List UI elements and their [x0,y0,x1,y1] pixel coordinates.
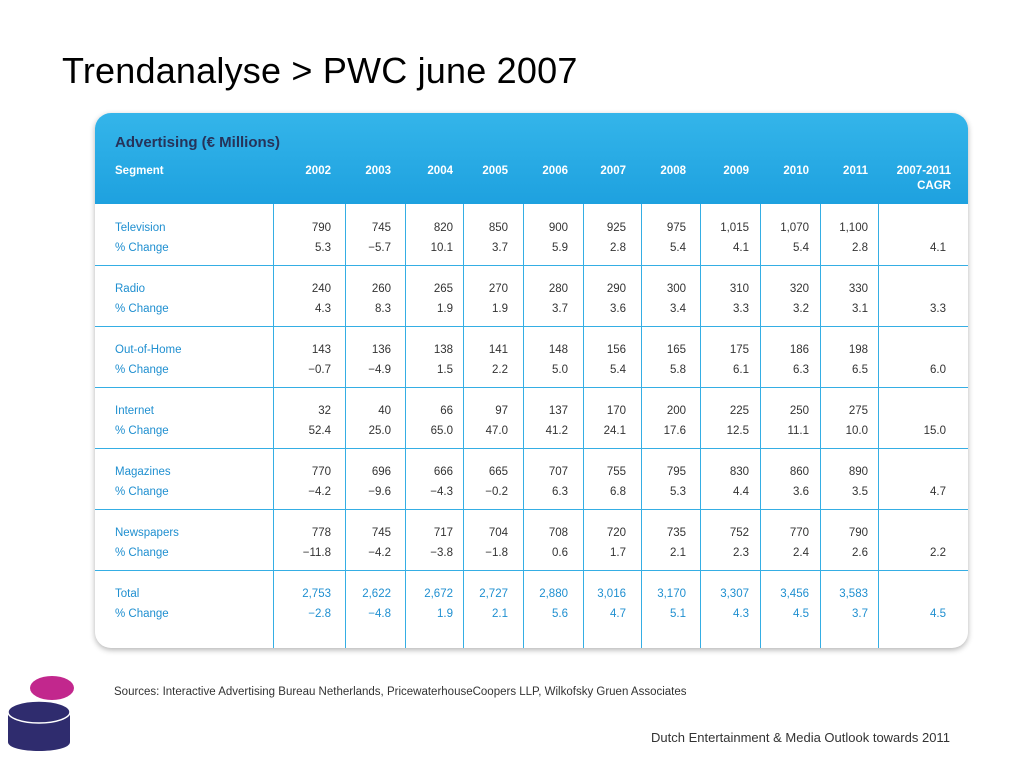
row-divider [95,509,968,510]
change-cell: 4.4 [733,486,749,498]
change-cell: 4.7 [610,608,626,620]
value-cell: 925 [606,222,626,234]
change-cell: 5.3 [670,486,686,498]
change-cell: 1.9 [437,303,453,315]
cagr-cell: 4.5 [930,608,946,620]
change-cell: 5.8 [670,364,686,376]
value-cell: 137 [548,405,568,417]
cagr-cell: 4.7 [930,486,946,498]
cagr-cell: 4.1 [930,242,946,254]
segment-label: Television [115,222,166,234]
change-cell: 4.3 [733,608,749,620]
change-cell: 5.4 [793,242,809,254]
value-cell: 310 [729,283,749,295]
value-cell: 198 [848,344,868,356]
value-cell: 270 [488,283,508,295]
change-cell: 3.7 [552,303,568,315]
value-cell: 900 [548,222,568,234]
change-cell: −4.3 [430,486,453,498]
cagr-cell: 2.2 [930,547,946,559]
change-label: % Change [115,303,169,315]
column-divider [345,204,346,648]
change-cell: 25.0 [368,425,391,437]
value-cell: 820 [433,222,453,234]
change-cell: −0.7 [308,364,331,376]
value-cell: 97 [495,405,508,417]
value-cell: 148 [548,344,568,356]
segment-label: Radio [115,283,146,295]
value-cell: 175 [729,344,749,356]
value-cell: 890 [848,466,868,478]
value-cell: 745 [371,527,391,539]
row-divider [95,326,968,327]
column-header-2003: 2003 [365,165,391,177]
cagr-cell: 3.3 [930,303,946,315]
change-cell: 41.2 [545,425,568,437]
change-cell: 2.2 [492,364,508,376]
value-cell: 860 [789,466,809,478]
value-cell: 2,672 [424,588,453,600]
change-cell: 3.6 [793,486,809,498]
value-cell: 790 [848,527,868,539]
value-cell: 717 [433,527,453,539]
value-cell: 170 [606,405,626,417]
cagr-cell: 15.0 [923,425,946,437]
change-cell: 6.8 [610,486,626,498]
value-cell: 40 [378,405,391,417]
change-cell: −5.7 [368,242,391,254]
value-cell: 290 [606,283,626,295]
value-cell: 3,307 [720,588,749,600]
slide-title: Trendanalyse > PWC june 2007 [62,50,578,91]
value-cell: 708 [548,527,568,539]
change-cell: 3.4 [670,303,686,315]
segment-label: Newspapers [115,527,179,539]
change-cell: 6.3 [552,486,568,498]
change-cell: −11.8 [302,547,331,559]
value-cell: 720 [606,527,626,539]
row-divider [95,387,968,388]
column-divider [273,204,274,648]
change-cell: 3.7 [492,242,508,254]
value-cell: 275 [848,405,868,417]
change-cell: 3.7 [852,608,868,620]
change-cell: 8.3 [375,303,391,315]
value-cell: 707 [548,466,568,478]
value-cell: 770 [789,527,809,539]
change-cell: 3.6 [610,303,626,315]
value-cell: 3,583 [839,588,868,600]
value-cell: 666 [433,466,453,478]
change-cell: 3.1 [852,303,868,315]
change-cell: 6.1 [733,364,749,376]
value-cell: 156 [606,344,626,356]
change-cell: 5.1 [670,608,686,620]
change-label: % Change [115,547,169,559]
change-cell: 6.5 [852,364,868,376]
change-label: % Change [115,364,169,376]
column-divider [641,204,642,648]
value-cell: 2,727 [479,588,508,600]
change-cell: 10.0 [845,425,868,437]
value-cell: 745 [371,222,391,234]
value-cell: 830 [729,466,749,478]
change-cell: −0.2 [485,486,508,498]
value-cell: 3,170 [657,588,686,600]
value-cell: 2,753 [302,588,331,600]
change-cell: 52.4 [308,425,331,437]
change-cell: −4.9 [368,364,391,376]
change-cell: 5.3 [315,242,331,254]
change-cell: 11.1 [787,425,809,437]
change-cell: 4.1 [733,242,749,254]
brand-logo-icon [0,670,75,760]
segment-label: Magazines [115,466,171,478]
row-divider [95,570,968,571]
value-cell: 225 [729,405,749,417]
change-cell: 0.6 [552,547,568,559]
table-title: Advertising (€ Millions) [115,134,281,151]
value-cell: 2,880 [539,588,568,600]
column-header-cagr: CAGR [917,180,951,192]
value-cell: 138 [433,344,453,356]
change-cell: 2.8 [852,242,868,254]
value-cell: 704 [488,527,508,539]
value-cell: 790 [311,222,331,234]
change-label: % Change [115,486,169,498]
segment-label: Internet [115,405,154,417]
change-cell: 47.0 [485,425,508,437]
column-divider [523,204,524,648]
logo-navy-top [8,701,70,723]
change-cell: 1.7 [610,547,626,559]
value-cell: 975 [666,222,686,234]
value-cell: 330 [848,283,868,295]
change-cell: 5.9 [552,242,568,254]
value-cell: 735 [666,527,686,539]
value-cell: 260 [371,283,391,295]
row-divider [95,265,968,266]
value-cell: 136 [371,344,391,356]
change-cell: 2.4 [793,547,809,559]
change-cell: 10.1 [430,242,453,254]
value-cell: 752 [729,527,749,539]
change-cell: 5.4 [610,364,626,376]
value-cell: 200 [666,405,686,417]
value-cell: 778 [311,527,331,539]
value-cell: 250 [789,405,809,417]
source-note: Sources: Interactive Advertising Bureau Netherlands, PricewaterhouseCoopers LLP, Wilkofsky Gruen Associates [114,686,687,698]
value-cell: 850 [488,222,508,234]
column-divider [583,204,584,648]
column-header-2004: 2004 [427,165,453,177]
change-cell: 2.1 [492,608,508,620]
change-cell: −1.8 [485,547,508,559]
change-cell: 2.1 [670,547,686,559]
column-header-2011: 2011 [843,165,868,177]
value-cell: 186 [789,344,809,356]
value-cell: 3,016 [597,588,626,600]
column-header-cagr-period: 2007-2011 [896,165,951,177]
column-header-2007: 2007 [600,165,626,177]
change-cell: −4.2 [308,486,331,498]
column-divider [700,204,701,648]
value-cell: 320 [789,283,809,295]
value-cell: 3,456 [780,588,809,600]
value-cell: 265 [433,283,453,295]
change-cell: 1.9 [437,608,453,620]
change-cell: 5.4 [670,242,686,254]
change-label: % Change [115,425,169,437]
change-cell: 1.5 [437,364,453,376]
segment-label: Out-of-Home [115,344,182,356]
cagr-cell: 6.0 [930,364,946,376]
change-cell: 2.3 [733,547,749,559]
change-cell: 24.1 [603,425,626,437]
value-cell: 165 [666,344,686,356]
row-divider [95,448,968,449]
column-header-2002: 2002 [305,165,331,177]
change-cell: 1.9 [492,303,508,315]
value-cell: 143 [311,344,331,356]
footer-caption: Dutch Entertainment & Media Outlook towards 2011 [651,730,950,745]
value-cell: 696 [371,466,391,478]
column-divider [760,204,761,648]
change-cell: 5.6 [552,608,568,620]
value-cell: 755 [606,466,626,478]
segment-label: Total [115,588,140,600]
value-cell: 770 [311,466,331,478]
value-cell: 795 [666,466,686,478]
column-divider [405,204,406,648]
value-cell: 2,622 [362,588,391,600]
value-cell: 1,100 [839,222,868,234]
column-header-2010: 2010 [783,165,809,177]
value-cell: 1,015 [720,222,749,234]
table-body [95,204,968,648]
change-cell: 3.5 [852,486,868,498]
column-header-segment: Segment [115,165,164,177]
change-cell: −4.2 [368,547,391,559]
value-cell: 665 [488,466,508,478]
change-cell: 3.2 [793,303,809,315]
column-header-2006: 2006 [542,165,568,177]
advertising-table [95,113,968,648]
logo-magenta-shape [30,676,74,700]
change-label: % Change [115,242,169,254]
change-cell: 65.0 [430,425,453,437]
change-label: % Change [115,608,169,620]
table-header [95,113,968,204]
value-cell: 280 [548,283,568,295]
value-cell: 240 [311,283,331,295]
change-cell: 4.3 [315,303,331,315]
column-header-2009: 2009 [723,165,749,177]
change-cell: 17.6 [663,425,686,437]
change-cell: 4.5 [793,608,809,620]
change-cell: −3.8 [430,547,453,559]
change-cell: 2.6 [852,547,868,559]
change-cell: −9.6 [368,486,391,498]
change-cell: 12.5 [726,425,749,437]
value-cell: 66 [440,405,453,417]
value-cell: 141 [488,344,508,356]
value-cell: 1,070 [780,222,809,234]
change-cell: 6.3 [793,364,809,376]
value-cell: 32 [318,405,331,417]
change-cell: 3.3 [733,303,749,315]
change-cell: 5.0 [552,364,568,376]
change-cell: −2.8 [308,608,331,620]
column-header-2005: 2005 [482,165,508,177]
column-divider [878,204,879,648]
column-divider [463,204,464,648]
value-cell: 300 [666,283,686,295]
change-cell: −4.8 [368,608,391,620]
column-header-2008: 2008 [660,165,686,177]
change-cell: 2.8 [610,242,626,254]
column-divider [820,204,821,648]
